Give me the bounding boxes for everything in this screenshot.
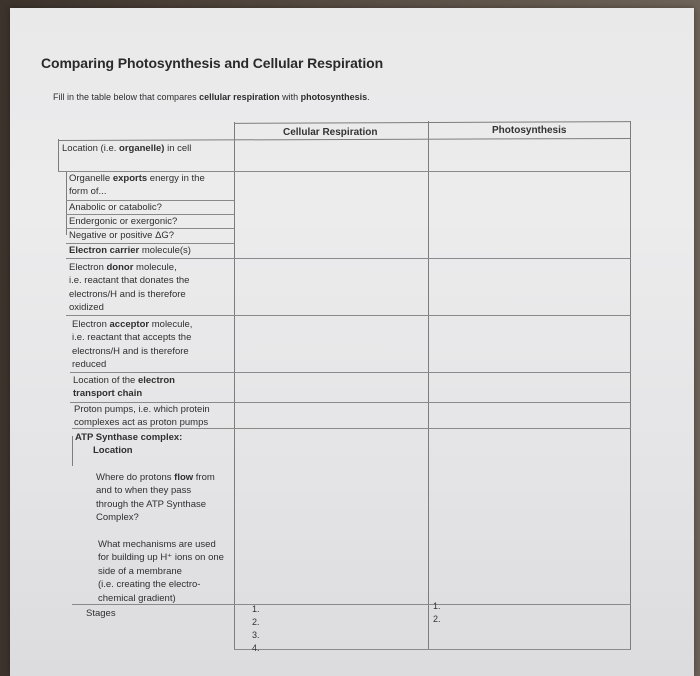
label-part-bold: ATP Synthase complex: [75,432,183,443]
page-title: Comparing Photosynthesis and Cellular Respiration [41,55,384,71]
label-part: molecule, [133,262,177,273]
instruction-bold-ps: photosynthesis [300,92,368,102]
label-part: reduced [72,359,107,371]
header-photosynthesis: Photosynthesis [492,125,567,136]
stage-item: 4. [252,643,260,653]
label-part: i.e. reactant that donates the [69,275,190,287]
instruction-text [53,92,370,102]
row-label-proton-flow [96,471,256,525]
row-label-electron-acceptor [72,318,232,372]
label-part: chemical gradient) [98,592,176,604]
label-part-bold: exports [112,173,148,184]
stages-respiration-list [252,603,260,655]
stage-item: 3. [252,630,260,640]
label-part: i.e. reactant that accepts the [72,332,192,344]
label-part: Where do protons [96,472,175,483]
label-part-bold: flow [174,472,194,483]
stage-item: 2. [252,617,260,627]
row-label-proton-pumps [74,403,234,430]
instruction-mid: with [279,92,301,102]
label-part-bold: Location [93,445,133,457]
row-label-electron-donor [69,261,229,315]
label-part: side of a membrane [98,565,182,577]
label-part: electrons/H and is therefore [72,345,189,357]
label-part: molecule(s) [139,245,191,256]
row-label-atp-synthase [75,431,235,458]
label-part: energy in the [147,173,205,184]
stage-item: 1. [433,601,441,611]
label-part: from [193,472,215,483]
label-part: Electron [69,262,107,273]
label-part: oxidized [69,302,104,314]
row-label-organelle-exports [69,172,229,199]
row-divider [66,315,631,316]
instruction-bold-cr: cellular respiration [199,92,280,102]
label-part: What mechanisms are used [98,539,216,550]
row-label-electron-carrier [69,244,229,257]
label-part: through the ATP Synthase [96,498,207,510]
row-divider [66,258,631,259]
label-part-bold: electron [137,375,175,386]
label-part: Proton pumps, i.e. which protein [74,404,210,415]
label-part: in cell [164,143,192,154]
row-label-mechanisms [98,538,258,605]
row-label-anabolic: Anabolic or catabolic? [69,202,162,213]
grid-left-lower [72,436,73,466]
label-part-bold: donor [106,262,134,273]
label-part-bold: Electron carrier [69,245,140,256]
row-label-endergonic: Endergonic or exergonic? [69,216,178,227]
grid-left-mid [66,171,67,235]
label-part: electrons/H and is therefore [69,288,186,300]
header-cellular-respiration: Cellular Respiration [283,127,378,138]
label-part: for building up H⁺ ions on one [98,552,224,564]
row-label-etc-location [73,374,233,401]
row-label-stages: Stages [86,608,116,619]
row-label-location [62,142,222,155]
label-part: (i.e. creating the electro- [98,579,201,591]
stage-item: 2. [433,614,441,624]
instruction-post: . [367,92,370,102]
row-divider [70,372,631,373]
label-part: complexes act as proton pumps [74,417,209,429]
label-part: Organelle [69,173,113,184]
label-part: form of... [69,186,107,198]
grid-right [630,121,631,650]
label-part-bold: acceptor [109,319,150,330]
label-part-bold: transport chain [73,388,143,400]
label-part-bold: organelle) [119,143,165,154]
instruction-pre: Fill in the table below that compares [53,92,200,102]
label-part: and to when they pass [96,485,192,497]
grid-col2-left [428,121,429,650]
row-label-delta-g: Negative or positive ΔG? [69,230,175,241]
label-part: Location of the [73,375,138,386]
label-part: Electron [72,319,110,330]
row-divider [234,649,631,650]
label-part: Location (i.e. [62,143,120,154]
label-part: molecule, [149,319,193,330]
grid-left-top [58,139,59,171]
label-part: Complex? [96,512,139,524]
stage-item: 1. [252,604,260,614]
stages-photosynthesis-list [433,600,441,626]
